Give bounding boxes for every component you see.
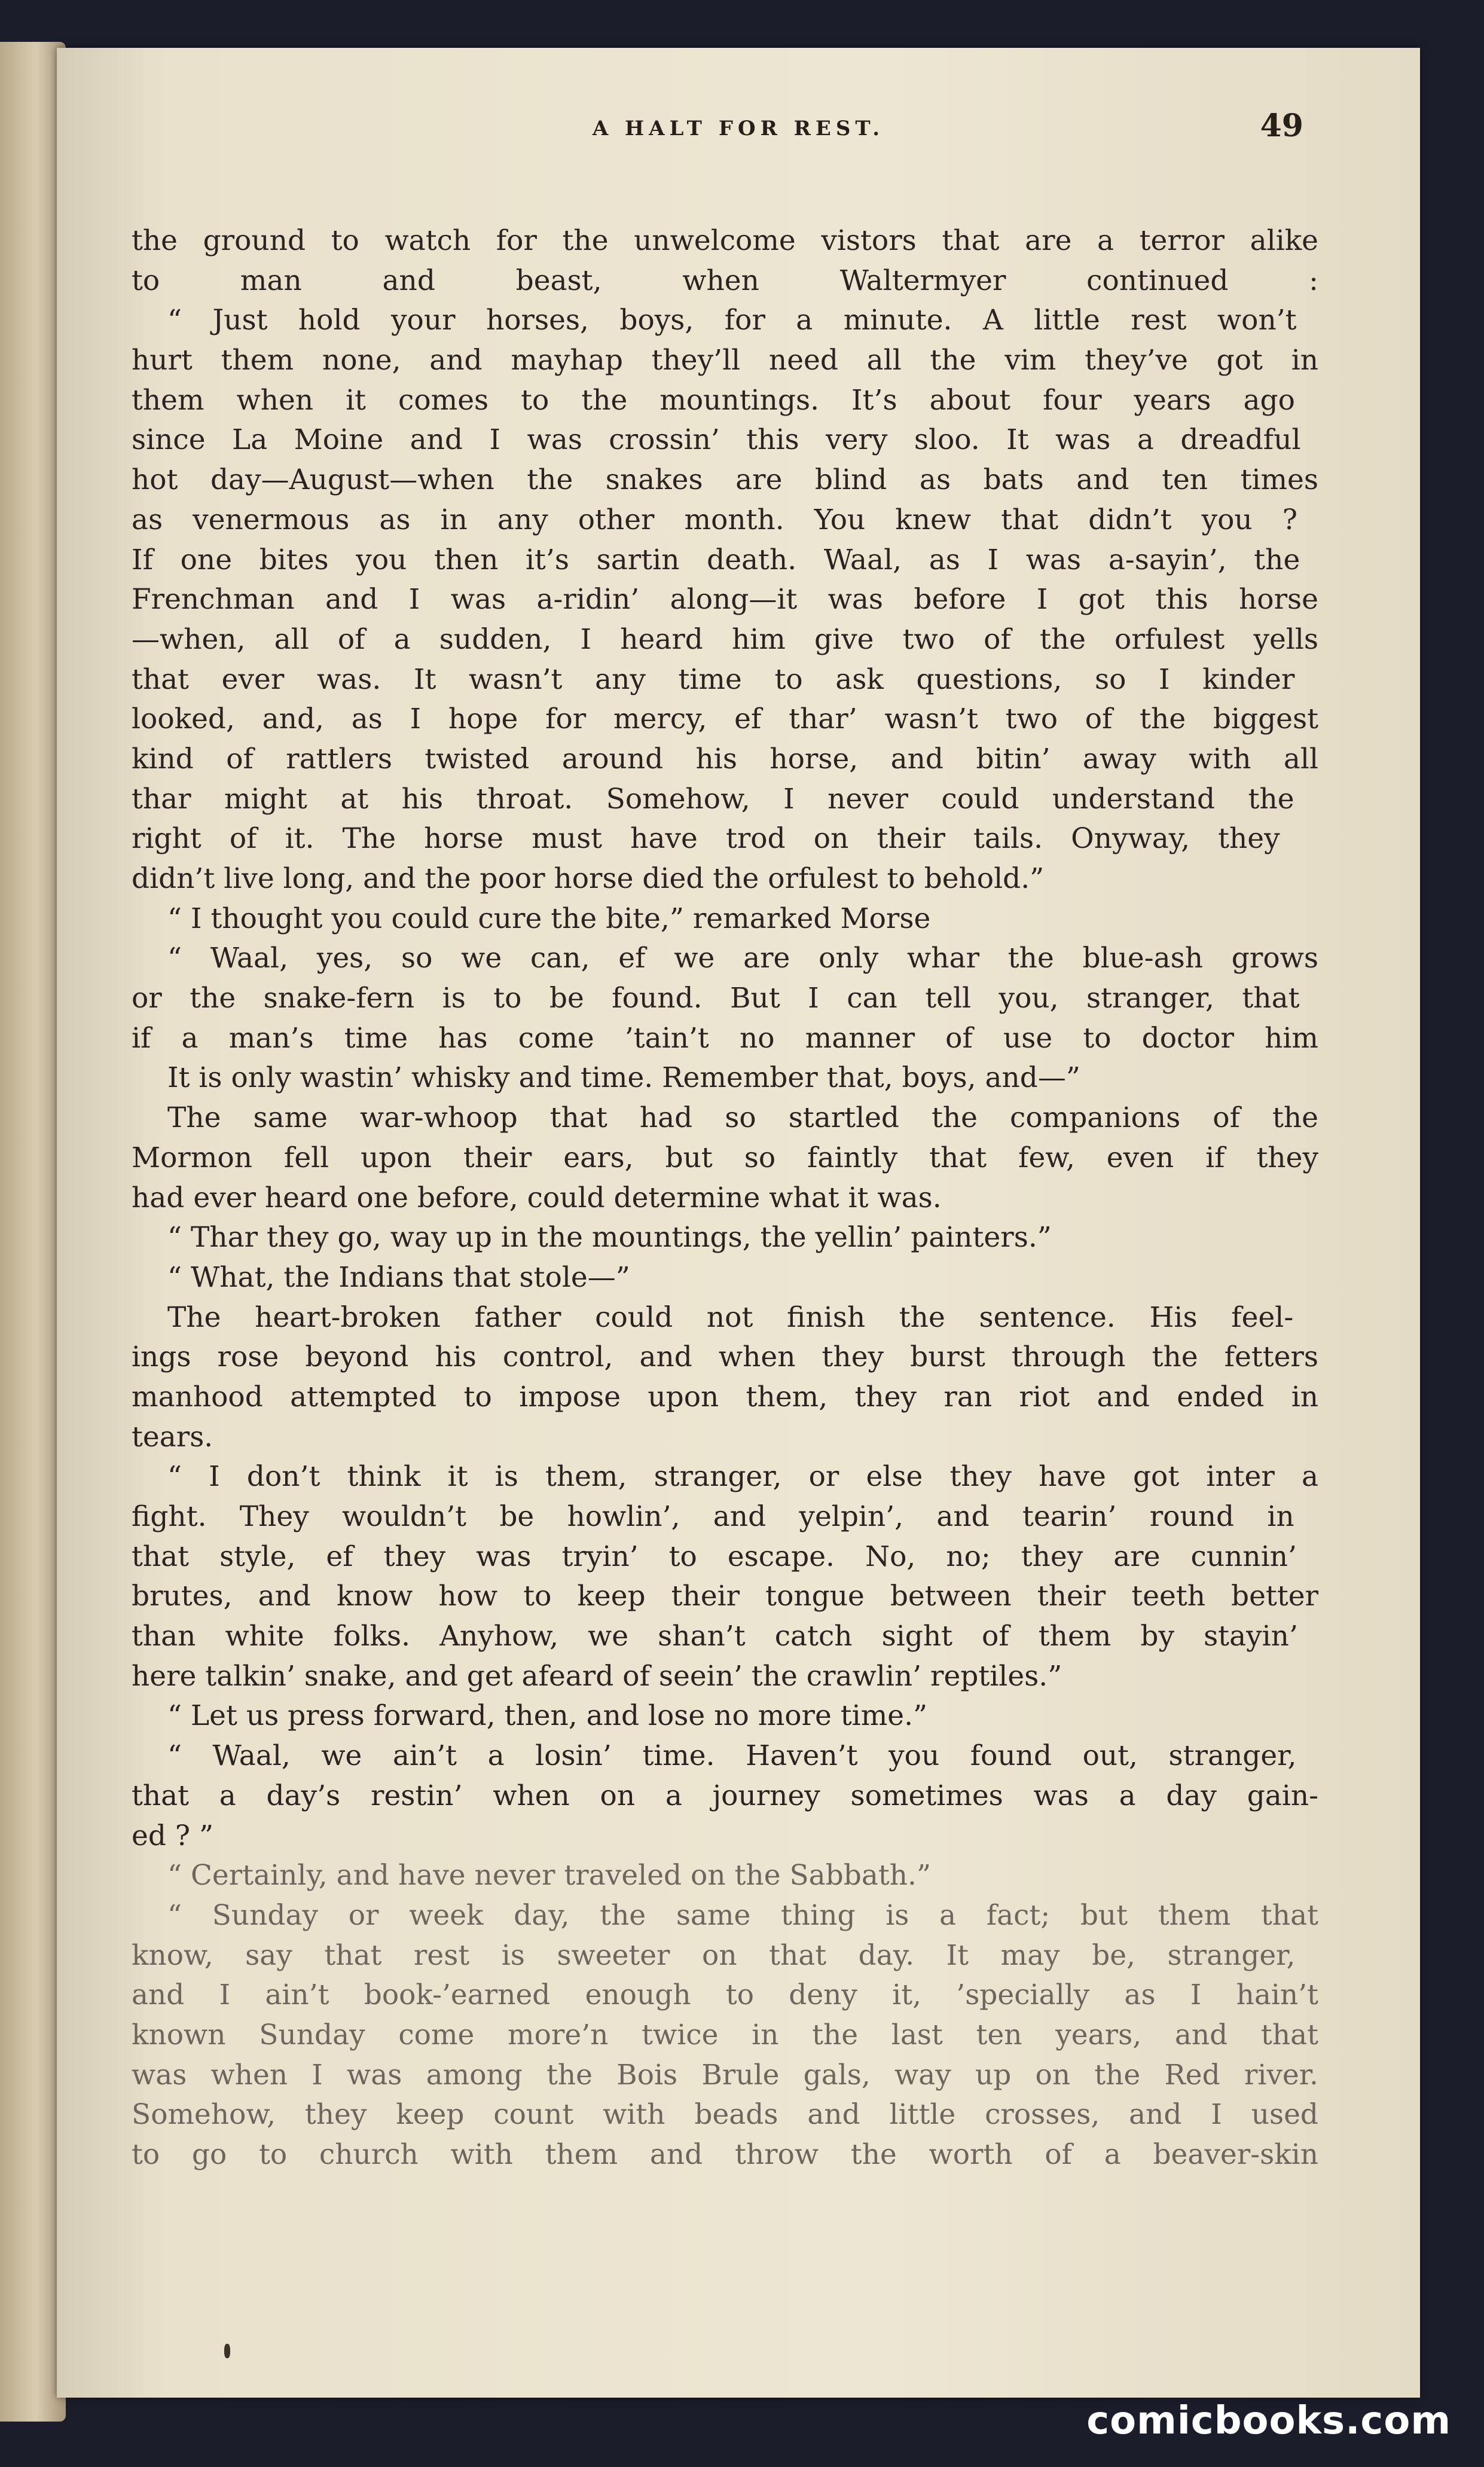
text-line-content: If one bites you then it’s sartin death. Waal, as I was a-sayin’, the xyxy=(132,543,1300,576)
text-line xyxy=(132,2056,1318,2096)
text-line-content: them when it comes to the mountings. It’s about four years ago xyxy=(132,383,1295,417)
text-line xyxy=(132,261,1318,301)
text-line xyxy=(132,2095,1318,2135)
text-line xyxy=(132,460,1318,500)
text-line-content: ings rose beyond his control, and when they burst through the fetters xyxy=(132,1341,1318,1374)
text-line xyxy=(132,221,1318,261)
text-line xyxy=(132,580,1318,620)
text-line xyxy=(132,2016,1318,2056)
text-line-content: “ I don’t think it is them, stranger, or else they have got inter a xyxy=(167,1460,1318,1494)
text-line xyxy=(132,1577,1318,1617)
text-line-content: than white folks. Anyhow, we shan’t catch sight of them by stayin’ xyxy=(132,1620,1298,1653)
previous-page-edge xyxy=(0,42,66,2422)
text-line-content: The same war-whoop that had so startled the companions of the xyxy=(167,1101,1318,1135)
text-line xyxy=(132,500,1318,541)
text-line xyxy=(132,1696,1318,1736)
text-line-content: —when, all of a sudden, I heard him give two of the orfulest yells xyxy=(132,622,1318,656)
text-line xyxy=(132,1657,1318,1697)
text-line xyxy=(132,1258,1318,1298)
text-line-content: ed ? ” xyxy=(132,1819,214,1852)
text-line-content: “ Just hold your horses, boys, for a minute. A little rest won’t xyxy=(167,304,1297,337)
text-line xyxy=(132,819,1318,859)
text-line xyxy=(132,620,1318,660)
text-line xyxy=(132,1617,1318,1657)
text-line-content: hot day—August—when the snakes are blind as bats and ten times xyxy=(132,463,1318,497)
page-number: 49 xyxy=(1260,108,1303,144)
text-line xyxy=(132,1378,1318,1418)
text-line xyxy=(132,541,1318,581)
text-line xyxy=(132,1418,1318,1458)
text-line xyxy=(132,780,1318,820)
text-line xyxy=(132,1457,1318,1497)
site-watermark: comicbooks.com xyxy=(1086,2399,1451,2443)
running-header: A HALT FOR REST. xyxy=(592,117,885,141)
text-line-content: looked, and, as I hope for mercy, ef thar’ wasn’t two of the biggest xyxy=(132,703,1318,736)
text-line-content: known Sunday come more’n twice in the last ten years, and that xyxy=(132,2018,1318,2051)
text-line-content: was when I was among the Bois Brule gals, way up on the Red river. xyxy=(132,2058,1318,2092)
text-line-content: “ Thar they go, way up in the mountings, the yellin’ painters.” xyxy=(167,1221,1052,1254)
text-line-content: brutes, and know how to keep their tongue between their teeth better xyxy=(132,1580,1318,1613)
text-line xyxy=(132,1019,1318,1059)
text-line-content: “ I thought you could cure the bite,” remarked Morse xyxy=(167,902,931,935)
text-line-content: didn’t live long, and the poor horse died the orfulest to behold.” xyxy=(132,862,1045,895)
text-line xyxy=(132,2135,1318,2175)
text-line xyxy=(132,1058,1318,1098)
text-line xyxy=(132,939,1318,979)
text-line xyxy=(132,1138,1318,1178)
text-line-content: kind of rattlers twisted around his horse, and bitin’ away with all xyxy=(132,742,1318,775)
text-line-content: tears. xyxy=(132,1420,213,1454)
text-line-content: here talkin’ snake, and get afeard of seein’ the crawlin’ reptiles.” xyxy=(132,1659,1062,1693)
text-line xyxy=(132,1896,1318,1936)
text-line xyxy=(132,1776,1318,1816)
text-line-content: the ground to watch for the unwelcome vistors that are a terror alike xyxy=(132,224,1318,257)
text-line xyxy=(132,301,1318,341)
text-line-content: and I ain’t book-’earned enough to deny it, ’specially as I hain’t xyxy=(132,1979,1318,2012)
text-line xyxy=(132,1098,1318,1138)
text-line xyxy=(132,859,1318,899)
text-line-content: “ Waal, we ain’t a losin’ time. Haven’t you found out, stranger, xyxy=(167,1739,1297,1773)
text-line xyxy=(132,381,1318,421)
text-line xyxy=(132,1178,1318,1219)
text-line-content: or the snake-fern is to be found. But I can tell you, stranger, that xyxy=(132,982,1300,1015)
text-line-content: thar might at his throat. Somehow, I never could understand the xyxy=(132,782,1294,816)
text-line xyxy=(132,1976,1318,2016)
text-line-content: Mormon fell upon their ears, but so faintly that few, even if they xyxy=(132,1141,1318,1174)
text-line-content: fight. They wouldn’t be howlin’, and yelpin’, and tearin’ round in xyxy=(132,1500,1294,1533)
text-line-content: that ever was. It wasn’t any time to ask questions, so I kinder xyxy=(132,662,1295,696)
text-line-content: as venermous as in any other month. You knew that didn’t you ? xyxy=(132,503,1297,536)
book-page xyxy=(57,48,1420,2398)
text-line-content: to man and beast, when Waltermyer continued : xyxy=(132,264,1318,297)
text-line-content: that a day’s restin’ when on a journey sometimes was a day gain- xyxy=(132,1779,1318,1812)
text-line-content: It is only wastin’ whisky and time. Remember that, boys, and—” xyxy=(167,1061,1080,1095)
text-line xyxy=(132,1936,1318,1976)
text-line-content: if a man’s time has come ’tain’t no manner of use to doctor him xyxy=(132,1021,1318,1055)
ink-mark xyxy=(224,2344,230,2358)
text-line-content: The heart-broken father could not finish the sentence. His feel- xyxy=(167,1300,1294,1334)
text-line xyxy=(132,420,1318,460)
text-line-content: since La Moine and I was crossin’ this very sloo. It was a dreadful xyxy=(132,423,1301,457)
text-line-content: Frenchman and I was a-ridin’ along—it was before I got this horse xyxy=(132,583,1318,616)
text-line-content: “ What, the Indians that stole—” xyxy=(167,1260,630,1294)
text-line-content: had ever heard one before, could determine what it was. xyxy=(132,1181,942,1214)
text-line xyxy=(132,700,1318,740)
text-line xyxy=(132,1736,1318,1776)
text-line xyxy=(132,1497,1318,1537)
text-line xyxy=(132,1856,1318,1896)
text-line xyxy=(132,899,1318,939)
text-line-content: “ Certainly, and have never traveled on the Sabbath.” xyxy=(167,1859,931,1892)
text-line-content: “ Waal, yes, so we can, ef we are only whar the blue-ash grows xyxy=(167,942,1318,975)
text-line-content: to go to church with them and throw the worth of a beaver-skin xyxy=(132,2138,1318,2171)
text-line-content: Somehow, they keep count with beads and little crosses, and I used xyxy=(132,2098,1318,2132)
text-line xyxy=(132,1218,1318,1258)
text-line xyxy=(132,1338,1318,1378)
text-line xyxy=(132,740,1318,780)
text-line xyxy=(132,1298,1318,1338)
body-text xyxy=(132,221,1318,2175)
text-line xyxy=(132,1537,1318,1577)
text-line-content: right of it. The horse must have trod on their tails. Onyway, they xyxy=(132,822,1280,856)
text-line-content: “ Sunday or week day, the same thing is a fact; but them that xyxy=(167,1898,1318,1932)
text-line xyxy=(132,1816,1318,1857)
text-line-content: know, say that rest is sweeter on that day. It may be, stranger, xyxy=(132,1938,1296,1972)
text-line xyxy=(132,660,1318,700)
text-line xyxy=(132,979,1318,1019)
text-line-content: “ Let us press forward, then, and lose no more time.” xyxy=(167,1699,928,1733)
text-line-content: hurt them none, and mayhap they’ll need all the vim they’ve got in xyxy=(132,344,1318,377)
text-line-content: that style, ef they was tryin’ to escape. No, no; they are cunnin’ xyxy=(132,1540,1297,1573)
text-line-content: manhood attempted to impose upon them, they ran riot and ended in xyxy=(132,1380,1318,1413)
text-line xyxy=(132,341,1318,381)
